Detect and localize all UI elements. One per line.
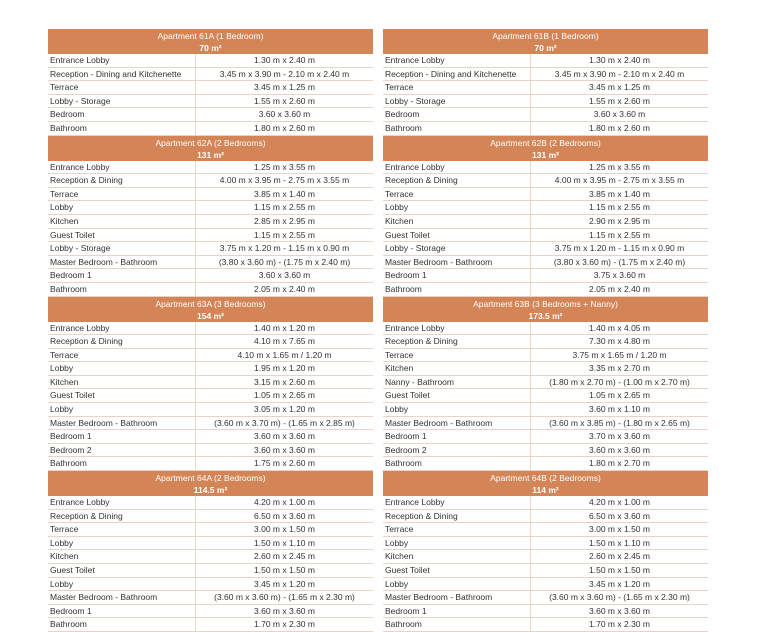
room-name: Guest Toilet bbox=[50, 390, 95, 401]
room-row bbox=[383, 229, 708, 243]
room-name: Bedroom 1 bbox=[385, 605, 427, 616]
room-row bbox=[383, 335, 708, 349]
room-name: Reception & Dining bbox=[50, 510, 123, 521]
room-row bbox=[383, 322, 708, 336]
room-name: Bedroom 1 bbox=[50, 431, 92, 442]
room-dimensions: 3.45 m x 3.90 m - 2.10 m x 2.40 m bbox=[530, 68, 708, 81]
room-row bbox=[48, 108, 373, 122]
room-row bbox=[48, 54, 373, 68]
apartment-table bbox=[383, 297, 708, 472]
room-dimensions: 2.60 m x 2.45 m bbox=[530, 550, 708, 563]
room-name: Kitchen bbox=[385, 363, 414, 374]
room-dimensions: 3.60 m x 3.60 m bbox=[195, 444, 373, 457]
room-row bbox=[383, 81, 708, 95]
room-name: Lobby bbox=[385, 537, 409, 548]
room-row bbox=[383, 349, 708, 363]
room-row bbox=[383, 108, 708, 122]
room-row bbox=[383, 523, 708, 537]
room-dimensions: 3.60 m x 3.60 m bbox=[530, 444, 708, 457]
room-name: Entrance Lobby bbox=[385, 55, 445, 65]
apartment-header bbox=[48, 471, 373, 496]
room-name: Guest Toilet bbox=[385, 229, 430, 240]
room-row bbox=[383, 283, 708, 297]
room-row bbox=[48, 591, 373, 605]
room-dimensions: 3.45 m x 1.25 m bbox=[195, 81, 373, 94]
room-dimensions: 1.25 m x 3.55 m bbox=[530, 161, 708, 174]
room-name: Lobby bbox=[385, 578, 409, 589]
room-row bbox=[383, 174, 708, 188]
room-dimensions: 1.70 m x 2.30 m bbox=[195, 618, 373, 631]
room-row bbox=[383, 496, 708, 510]
room-dimensions: 3.75 m x 1.20 m - 1.15 m x 0.90 m bbox=[530, 242, 708, 255]
apartment-title: Apartment 64B (2 Bedrooms) bbox=[490, 473, 601, 484]
room-name: Lobby bbox=[50, 363, 74, 374]
room-dimensions: 1.30 m x 2.40 m bbox=[195, 54, 373, 67]
room-dimensions: (1.80 m x 2.70 m) - (1.00 m x 2.70 m) bbox=[530, 376, 708, 389]
room-row bbox=[48, 188, 373, 202]
room-name: Bathroom bbox=[385, 619, 422, 630]
room-name: Bedroom 2 bbox=[385, 444, 427, 455]
room-row bbox=[383, 54, 708, 68]
room-name: Terrace bbox=[385, 188, 414, 199]
room-row bbox=[383, 95, 708, 109]
room-dimensions: (3.80 x 3.60 m) - (1.75 m x 2.40 m) bbox=[530, 256, 708, 269]
room-name: Lobby bbox=[50, 202, 74, 213]
room-name: Entrance Lobby bbox=[385, 322, 445, 333]
room-dimensions: 1.55 m x 2.60 m bbox=[530, 95, 708, 108]
apartment-header bbox=[383, 29, 708, 54]
room-dimensions: 3.00 m x 1.50 m bbox=[530, 523, 708, 536]
room-name: Bedroom bbox=[385, 109, 420, 120]
room-name: Master Bedroom - Bathroom bbox=[385, 256, 493, 267]
room-row bbox=[48, 229, 373, 243]
room-dimensions: 2.85 m x 2.95 m bbox=[195, 215, 373, 228]
apartment-area: 114 m² bbox=[532, 485, 559, 496]
room-row bbox=[383, 269, 708, 283]
room-dimensions: 2.90 m x 2.95 m bbox=[530, 215, 708, 228]
apartment-title: Apartment 63B (3 Bedrooms + Nanny) bbox=[473, 298, 618, 309]
room-row bbox=[383, 564, 708, 578]
room-name: Entrance Lobby bbox=[50, 497, 110, 508]
room-name: Bedroom 1 bbox=[385, 270, 427, 281]
room-name: Terrace bbox=[385, 82, 414, 93]
left-apartment-column bbox=[48, 29, 373, 632]
room-name: Reception & Dining bbox=[385, 336, 458, 347]
room-name: Lobby - Storage bbox=[50, 95, 111, 106]
apartment-table bbox=[48, 471, 373, 632]
room-row bbox=[48, 523, 373, 537]
room-dimensions: 1.15 m x 2.55 m bbox=[530, 201, 708, 214]
room-row bbox=[48, 444, 373, 458]
room-name: Bathroom bbox=[385, 283, 422, 294]
room-dimensions: 3.45 m x 1.25 m bbox=[530, 81, 708, 94]
room-dimensions: 2.05 m x 2.40 m bbox=[530, 283, 708, 296]
room-row bbox=[383, 591, 708, 605]
room-row bbox=[383, 122, 708, 136]
room-row bbox=[48, 283, 373, 297]
room-row bbox=[48, 537, 373, 551]
room-name: Reception & Dining bbox=[50, 175, 123, 186]
room-row bbox=[383, 430, 708, 444]
room-dimensions: 4.00 m x 3.95 m - 2.75 m x 3.55 m bbox=[530, 174, 708, 187]
room-dimensions: 3.00 m x 1.50 m bbox=[195, 523, 373, 536]
room-dimensions: 1.05 m x 2.65 m bbox=[530, 389, 708, 402]
room-dimensions: (3.60 m x 3.85 m) - (1.80 m x 2.65 m) bbox=[530, 417, 708, 430]
room-row bbox=[383, 201, 708, 215]
room-row bbox=[383, 362, 708, 376]
room-row bbox=[48, 335, 373, 349]
room-dimensions: 3.35 m x 2.70 m bbox=[530, 362, 708, 375]
room-dimensions: 1.50 m x 1.50 m bbox=[530, 564, 708, 577]
room-dimensions: 1.15 m x 2.55 m bbox=[530, 229, 708, 242]
room-row bbox=[383, 389, 708, 403]
room-row bbox=[48, 618, 373, 632]
room-name: Reception - Dining and Kitchenette bbox=[385, 68, 517, 79]
room-name: Lobby bbox=[50, 537, 74, 548]
room-row bbox=[383, 444, 708, 458]
room-name: Guest Toilet bbox=[385, 565, 430, 575]
apartment-header bbox=[48, 29, 373, 54]
room-name: Terrace bbox=[50, 524, 79, 535]
room-dimensions: 1.80 m x 2.70 m bbox=[530, 457, 708, 470]
room-name: Kitchen bbox=[50, 215, 79, 226]
room-row bbox=[48, 215, 373, 229]
room-dimensions: 1.40 m x 1.20 m bbox=[195, 322, 373, 335]
room-name: Bedroom 1 bbox=[385, 431, 427, 442]
apartment-title: Apartment 62A (2 Bedrooms) bbox=[155, 137, 266, 148]
room-dimensions: (3.80 x 3.60 m) - (1.75 m x 2.40 m) bbox=[195, 256, 373, 269]
room-dimensions: (3.60 m x 3.60 m) - (1.65 m x 2.30 m) bbox=[195, 591, 373, 604]
room-dimensions: 1.30 m x 2.40 m bbox=[530, 54, 708, 67]
room-name: Master Bedroom - Bathroom bbox=[50, 256, 158, 267]
room-row bbox=[383, 403, 708, 417]
room-dimensions: 3.45 m x 1.20 m bbox=[530, 578, 708, 591]
room-name: Terrace bbox=[50, 188, 79, 199]
room-name: Bedroom 1 bbox=[50, 270, 92, 281]
room-dimensions: 1.15 m x 2.55 m bbox=[195, 229, 373, 242]
room-dimensions: 2.60 m x 2.45 m bbox=[195, 550, 373, 563]
room-name: Lobby bbox=[50, 578, 74, 589]
apartment-title: Apartment 61A (1 Bedroom) bbox=[157, 31, 264, 41]
apartment-area: 173.5 m² bbox=[528, 310, 563, 321]
room-row bbox=[48, 376, 373, 390]
room-row bbox=[48, 81, 373, 95]
room-name: Reception & Dining bbox=[385, 510, 458, 521]
apartment-table bbox=[383, 471, 708, 632]
room-dimensions: (3.60 m x 3.70 m) - (1.65 m x 2.85 m) bbox=[195, 417, 373, 430]
room-row bbox=[48, 349, 373, 363]
apartment-area: 70 m² bbox=[199, 43, 222, 53]
room-name: Entrance Lobby bbox=[50, 322, 110, 333]
room-row bbox=[48, 269, 373, 283]
apartment-table bbox=[48, 136, 373, 297]
room-dimensions: 7.30 m x 4.80 m bbox=[530, 335, 708, 348]
room-dimensions: 3.60 x 3.60 m bbox=[195, 269, 373, 282]
room-dimensions: 3.75 x 3.60 m bbox=[530, 269, 708, 282]
room-dimensions: 4.20 m x 1.00 m bbox=[195, 496, 373, 509]
room-dimensions: 1.55 m x 2.60 m bbox=[195, 95, 373, 108]
room-dimensions: 6.50 m x 3.60 m bbox=[195, 510, 373, 523]
apartment-table bbox=[48, 29, 373, 136]
room-row bbox=[383, 550, 708, 564]
apartment-area: 131 m² bbox=[197, 149, 224, 160]
room-dimensions: 3.60 m x 3.60 m bbox=[195, 605, 373, 618]
room-name: Entrance Lobby bbox=[50, 161, 110, 172]
room-dimensions: 3.60 x 3.60 m bbox=[195, 108, 373, 121]
room-row bbox=[48, 510, 373, 524]
room-dimensions: 3.60 m x 3.60 m bbox=[530, 605, 708, 618]
room-dimensions: 3.45 m x 3.90 m - 2.10 m x 2.40 m bbox=[195, 68, 373, 81]
room-row bbox=[48, 417, 373, 431]
room-name: Lobby - Storage bbox=[385, 95, 446, 106]
room-row bbox=[383, 605, 708, 619]
room-row bbox=[383, 215, 708, 229]
room-dimensions: 4.10 m x 7.65 m bbox=[195, 335, 373, 348]
room-row bbox=[48, 161, 373, 175]
room-name: Master Bedroom - Bathroom bbox=[50, 417, 158, 428]
room-name: Terrace bbox=[385, 349, 414, 360]
apartment-area: 114.5 m² bbox=[193, 485, 228, 496]
room-name: Lobby - Storage bbox=[50, 243, 111, 254]
room-row bbox=[383, 417, 708, 431]
room-row bbox=[48, 95, 373, 109]
room-name: Terrace bbox=[385, 524, 414, 535]
room-dimensions: 1.95 m x 1.20 m bbox=[195, 362, 373, 375]
room-row bbox=[48, 389, 373, 403]
room-dimensions: 1.05 m x 2.65 m bbox=[195, 389, 373, 402]
room-dimensions: 3.60 m x 1.10 m bbox=[530, 403, 708, 416]
room-dimensions: 4.00 m x 3.95 m - 2.75 m x 3.55 m bbox=[195, 174, 373, 187]
room-name: Master Bedroom - Bathroom bbox=[385, 417, 493, 428]
room-row bbox=[383, 68, 708, 82]
room-dimensions: 3.15 m x 2.60 m bbox=[195, 376, 373, 389]
apartment-area: 154 m² bbox=[197, 310, 224, 321]
right-apartment-column bbox=[383, 29, 708, 632]
room-row bbox=[383, 618, 708, 632]
room-row bbox=[48, 605, 373, 619]
apartment-area: 70 m² bbox=[534, 43, 557, 53]
apartment-header bbox=[383, 297, 708, 322]
room-name: Bathroom bbox=[385, 122, 422, 133]
room-dimensions: 1.50 m x 1.10 m bbox=[530, 537, 708, 550]
room-name: Kitchen bbox=[50, 551, 79, 562]
room-name: Bathroom bbox=[50, 283, 87, 294]
room-name: Bedroom 2 bbox=[50, 444, 92, 455]
room-name: Kitchen bbox=[385, 215, 414, 226]
room-dimensions: 1.40 m x 4.05 m bbox=[530, 322, 708, 335]
apartment-header bbox=[48, 136, 373, 161]
room-name: Guest Toilet bbox=[385, 390, 430, 401]
room-name: Terrace bbox=[50, 82, 79, 93]
room-row bbox=[383, 457, 708, 471]
room-dimensions: 3.60 m x 3.60 m bbox=[195, 430, 373, 443]
room-dimensions: 1.80 m x 2.60 m bbox=[195, 122, 373, 135]
room-name: Entrance Lobby bbox=[385, 161, 445, 172]
room-name: Bathroom bbox=[50, 458, 87, 469]
room-name: Guest Toilet bbox=[50, 565, 95, 575]
room-name: Lobby bbox=[50, 404, 74, 415]
apartment-table bbox=[383, 136, 708, 297]
room-name: Guest Toilet bbox=[50, 229, 95, 240]
room-dimensions: 4.10 m x 1.65 m / 1.20 m bbox=[195, 349, 373, 362]
room-row bbox=[383, 537, 708, 551]
room-dimensions: 1.70 m x 2.30 m bbox=[530, 618, 708, 631]
room-row bbox=[48, 174, 373, 188]
room-name: Entrance Lobby bbox=[50, 55, 110, 65]
room-row bbox=[48, 242, 373, 256]
apartment-header bbox=[383, 471, 708, 496]
room-dimensions: 1.80 m x 2.60 m bbox=[530, 122, 708, 135]
room-row bbox=[48, 578, 373, 592]
room-row bbox=[383, 578, 708, 592]
apartment-header bbox=[48, 297, 373, 322]
room-row bbox=[48, 496, 373, 510]
apartment-title: Apartment 64A (2 Bedrooms) bbox=[155, 473, 266, 484]
apartment-area: 131 m² bbox=[532, 149, 559, 160]
room-row bbox=[48, 550, 373, 564]
room-name: Kitchen bbox=[50, 376, 79, 387]
room-dimensions: 1.50 m x 1.50 m bbox=[195, 564, 373, 577]
room-name: Master Bedroom - Bathroom bbox=[385, 592, 493, 603]
apartment-title: Apartment 61B (1 Bedroom) bbox=[492, 31, 599, 41]
room-dimensions: 1.75 m x 2.60 m bbox=[195, 457, 373, 470]
room-row bbox=[383, 242, 708, 256]
room-dimensions: 3.60 x 3.60 m bbox=[530, 108, 708, 121]
room-name: Reception & Dining bbox=[385, 175, 458, 186]
room-row bbox=[383, 256, 708, 270]
apartment-table bbox=[48, 297, 373, 472]
room-dimensions: 3.75 m x 1.65 m / 1.20 m bbox=[530, 349, 708, 362]
room-name: Master Bedroom - Bathroom bbox=[50, 592, 158, 603]
room-row bbox=[48, 564, 373, 578]
room-dimensions: (3.60 m x 3.60 m) - (1.65 m x 2.30 m) bbox=[530, 591, 708, 604]
room-row bbox=[383, 376, 708, 390]
room-dimensions: 3.85 m x 1.40 m bbox=[195, 188, 373, 201]
room-name: Kitchen bbox=[385, 551, 414, 562]
room-dimensions: 1.25 m x 3.55 m bbox=[195, 161, 373, 174]
room-dimensions: 3.70 m x 3.60 m bbox=[530, 430, 708, 443]
apartment-title: Apartment 63A (3 Bedrooms) bbox=[155, 298, 266, 309]
room-row bbox=[383, 161, 708, 175]
room-row bbox=[48, 322, 373, 336]
apartment-title: Apartment 62B (2 Bedrooms) bbox=[490, 137, 601, 148]
room-row bbox=[383, 188, 708, 202]
room-name: Lobby - Storage bbox=[385, 243, 446, 254]
room-dimensions: 6.50 m x 3.60 m bbox=[530, 510, 708, 523]
room-dimensions: 3.85 m x 1.40 m bbox=[530, 188, 708, 201]
room-row bbox=[48, 201, 373, 215]
room-name: Terrace bbox=[50, 349, 79, 360]
room-name: Reception & Dining bbox=[50, 336, 123, 347]
room-name: Bedroom 1 bbox=[50, 605, 92, 616]
room-name: Nanny - Bathroom bbox=[385, 376, 454, 387]
room-row bbox=[48, 122, 373, 136]
room-row bbox=[48, 256, 373, 270]
room-name: Bedroom bbox=[50, 109, 85, 120]
room-dimensions: 3.05 m x 1.20 m bbox=[195, 403, 373, 416]
room-row bbox=[48, 362, 373, 376]
room-dimensions: 1.50 m x 1.10 m bbox=[195, 537, 373, 550]
room-row bbox=[48, 430, 373, 444]
room-dimensions: 3.45 m x 1.20 m bbox=[195, 578, 373, 591]
room-dimensions: 1.15 m x 2.55 m bbox=[195, 201, 373, 214]
room-name: Lobby bbox=[385, 202, 409, 213]
apartment-header bbox=[383, 136, 708, 161]
room-name: Bathroom bbox=[50, 619, 87, 630]
room-name: Lobby bbox=[385, 404, 409, 415]
room-row bbox=[48, 68, 373, 82]
room-name: Bathroom bbox=[385, 458, 422, 469]
room-dimensions: 2.05 m x 2.40 m bbox=[195, 283, 373, 296]
apartment-table bbox=[383, 29, 708, 136]
room-name: Entrance Lobby bbox=[385, 497, 445, 508]
room-dimensions: 4.20 m x 1.00 m bbox=[530, 496, 708, 509]
room-dimensions: 3.75 m x 1.20 m - 1.15 m x 0.90 m bbox=[195, 242, 373, 255]
room-name: Reception - Dining and Kitchenette bbox=[50, 68, 182, 79]
room-row bbox=[383, 510, 708, 524]
room-row bbox=[48, 403, 373, 417]
room-name: Bathroom bbox=[50, 122, 87, 133]
room-row bbox=[48, 457, 373, 471]
